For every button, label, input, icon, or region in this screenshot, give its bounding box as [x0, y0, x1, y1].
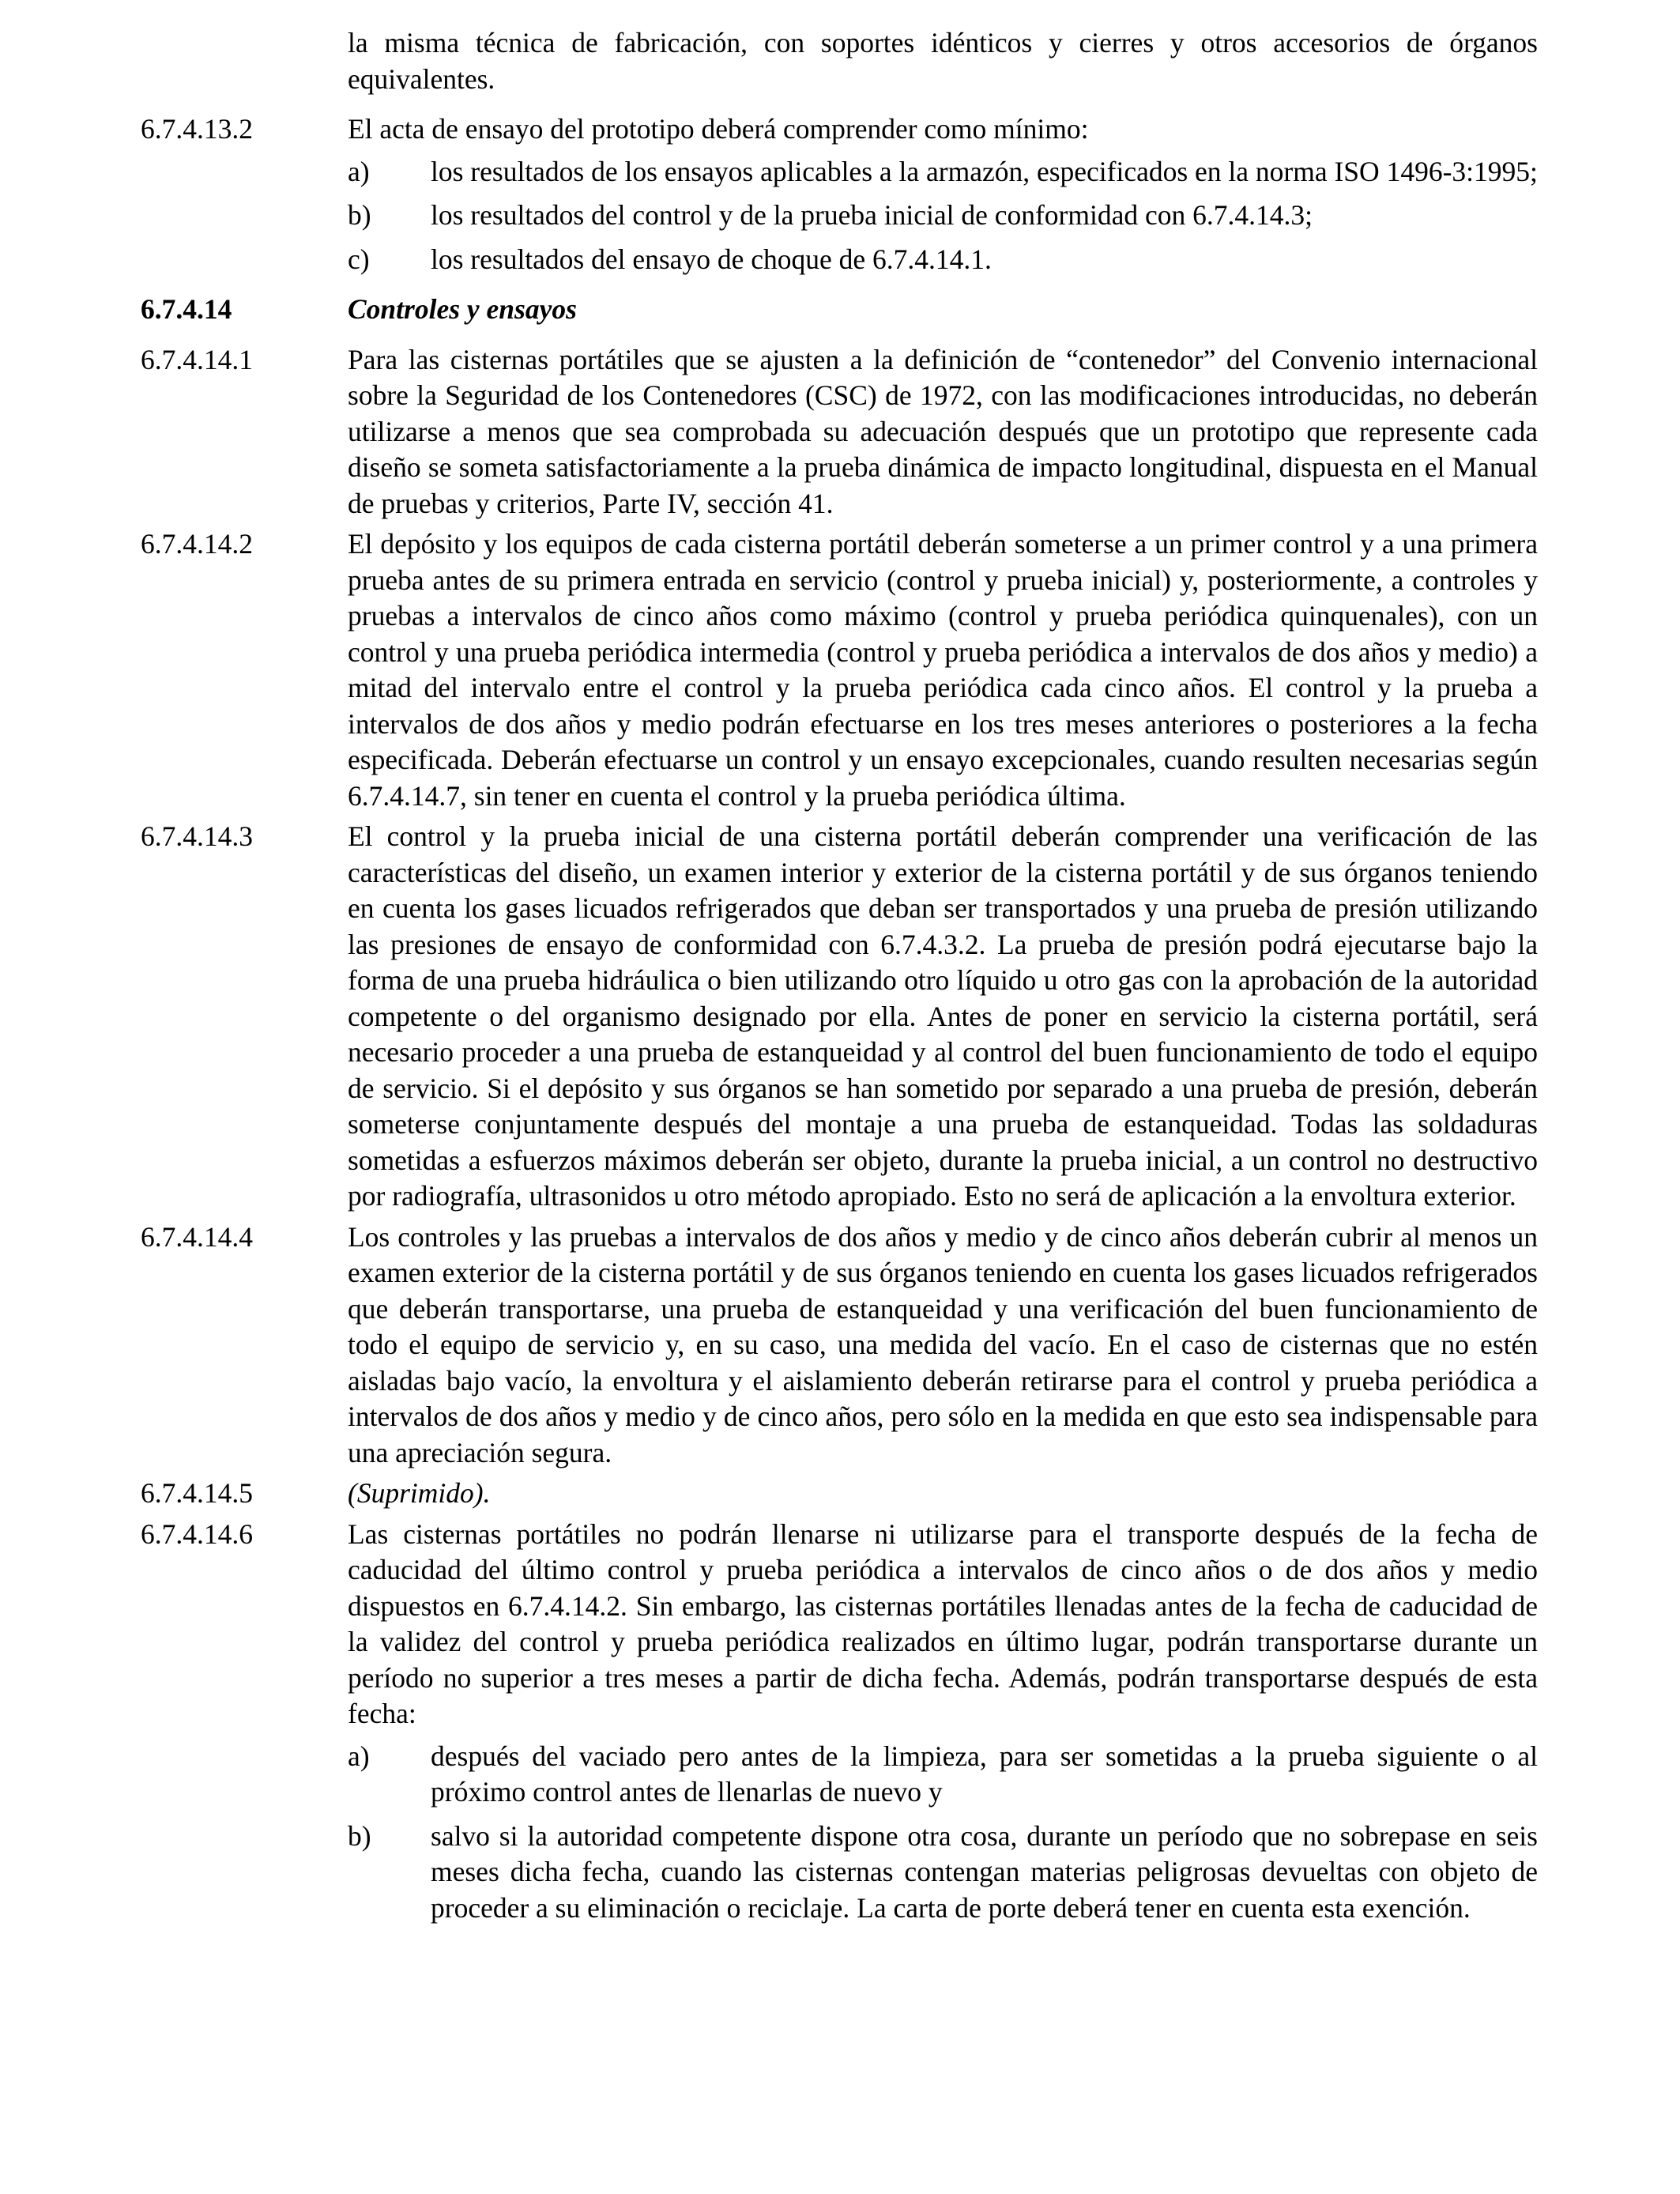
- section-number: 6.7.4.14.6: [141, 1517, 253, 1550]
- list-item: [348, 1739, 1538, 1811]
- section-6-7-4-14-6: [141, 1517, 1538, 1927]
- item-label: b): [348, 1819, 371, 1852]
- continuation-text: la misma técnica de fabricación, con soportes idénticos y cierres y otros accesorios de órganos equivalentes.: [348, 27, 1538, 95]
- section-6-7-4-14-4: [141, 1220, 1538, 1472]
- section-text: Para las cisternas portátiles que se ajusten a la definición de “contenedor” del Convenio internacional sobre la Seguridad de los Contenedores (CSC) de 1972, con las modificaciones introducidas, no deberán utilizarse a menos que sea comprobada su adecuación después que un prototipo que represente cada diseño se someta satisfactoriamente a la prueba dinámica de impacto longitudinal, dispuesta en el Manual de pruebas y criterios, Parte IV, sección 41.: [348, 343, 1538, 519]
- list-item: [348, 242, 1538, 278]
- item-text: los resultados del control y de la prueba inicial de conformidad con 6.7.4.14.3;: [431, 199, 1313, 231]
- list-item: [348, 198, 1538, 234]
- section-6-7-4-14-2: [141, 526, 1538, 814]
- item-text: después del vaciado pero antes de la limpieza, para ser sometidas a la prueba siguiente o al próximo control antes de llenarlas de nuevo y: [431, 1740, 1538, 1808]
- heading-title: Controles y ensayos: [348, 293, 577, 325]
- list-item: [348, 154, 1538, 190]
- section-number: 6.7.4.14.2: [141, 528, 253, 560]
- item-text: salvo si la autoridad competente dispone otra cosa, durante un período que no sobrepase en seis meses dicha fecha, cuando las cisternas contengan materias peligrosas devueltas con objeto de proceder a su eliminación o reciclaje. La carta de porte deberá tener en cuenta esta exención.: [431, 1819, 1538, 1924]
- item-label: c): [348, 243, 370, 275]
- heading-number: 6.7.4.14: [141, 293, 232, 325]
- item-label: a): [348, 155, 370, 187]
- item-text: los resultados del ensayo de choque de 6.7.4.14.1.: [431, 243, 992, 275]
- section-number: 6.7.4.14.5: [141, 1477, 253, 1509]
- section-6-7-4-14-5: [141, 1476, 1538, 1512]
- continuation-paragraph: [141, 25, 1538, 97]
- section-text: El control y la prueba inicial de una cisterna portátil deberán comprender una verificación de las características del diseño, un examen interior y exterior de la cisterna portátil y de sus órganos teniendo en cuenta los gases licuados refrigerados que deban ser transportados y una prueba de presión utilizando las presiones de ensayo de conformidad con 6.7.4.3.2. La prueba de presión podrá ejecutarse bajo la forma de una prueba hidráulica o bien utilizando otro líquido u otro gas con la aprobación de la autoridad competente o del organismo designado por ella. Antes de poner en servicio la cisterna portátil, será necesario proceder a una prueba de estanqueidad y al control del buen funcionamiento de todo el equipo de servicio. Si el depósito y sus órganos se han sometido por separado a una prueba de presión, deberán someterse conjuntamente después del montaje a una prueba de estanqueidad. Todas las soldaduras sometidas a esfuerzos máximos deberán ser objeto, durante la prueba inicial, a un control no destructivo por radiografía, ultrasonidos u otro método apropiado. Esto no será de aplicación a la envoltura exterior.: [348, 820, 1538, 1212]
- section-6-7-4-14-1: [141, 342, 1538, 522]
- section-intro: El acta de ensayo del prototipo deberá comprender como mínimo:: [348, 113, 1089, 145]
- section-text: Los controles y las pruebas a intervalos de dos años y medio y de cinco años deberán cubrir al menos un examen exterior de la cisterna portátil y de sus órganos teniendo en cuenta los gases licuados refrigerados que deberán transportarse, una prueba de estanqueidad y una verificación del buen funcionamiento de todo el equipo de servicio y, en su caso, una medida del vacío. En el caso de cisternas que no estén aisladas bajo vacío, la envoltura y el aislamiento deberán retirarse para el control y prueba periódica a intervalos de dos años y medio y de cinco años, pero sólo en la medida en que esto sea indispensable para una apreciación segura.: [348, 1220, 1538, 1468]
- list-item: [348, 1819, 1538, 1927]
- section-number: 6.7.4.14.1: [141, 343, 253, 375]
- item-list: [348, 1739, 1538, 1927]
- section-text: El depósito y los equipos de cada cisterna portátil deberán someterse a un primer control y a una primera prueba antes de su primera entrada en servicio (control y prueba inicial) y, posteriormente, a controles y pruebas a intervalos de cinco años como máximo (control y prueba periódica quinquenales), con un control y una prueba periódica intermedia (control y prueba periódica a intervalos de dos años y medio) a mitad del intervalo entre el control y la prueba periódica cada cinco años. El control y la prueba a intervalos de dos años y medio podrán efectuarse en los tres meses anteriores o posteriores a la fecha especificada. Deberán efectuarse un control y un ensayo excepcionales, cuando resulten necesarias según 6.7.4.14.7, sin tener en cuenta el control y la prueba periódica última.: [348, 528, 1538, 812]
- section-number: 6.7.4.14.3: [141, 820, 253, 852]
- item-list: [348, 154, 1538, 278]
- section-text: Las cisternas portátiles no podrán llenarse ni utilizarse para el transporte después de la fecha de caducidad del último control y prueba periódica a intervalos de cinco años o de dos años y medio dispuestos en 6.7.4.14.2. Sin embargo, las cisternas portátiles llenadas antes de la fecha de caducidad de la validez del control y prueba periódica realizados en último lugar, podrán transportarse durante un período no superior a tres meses a partir de dicha fecha. Además, podrán transportarse después de esta fecha:: [348, 1517, 1538, 1729]
- item-label: b): [348, 199, 371, 231]
- section-text: (Suprimido).: [348, 1477, 491, 1509]
- section-number: 6.7.4.13.2: [141, 113, 253, 145]
- section-number: 6.7.4.14.4: [141, 1220, 253, 1253]
- section-heading-6-7-4-14: [141, 292, 1538, 328]
- item-label: a): [348, 1740, 370, 1772]
- section-6-7-4-14-3: [141, 819, 1538, 1215]
- section-6-7-4-13-2: [141, 111, 1538, 277]
- item-text: los resultados de los ensayos aplicables a la armazón, especificados en la norma ISO 1496-3:1995;: [431, 155, 1538, 187]
